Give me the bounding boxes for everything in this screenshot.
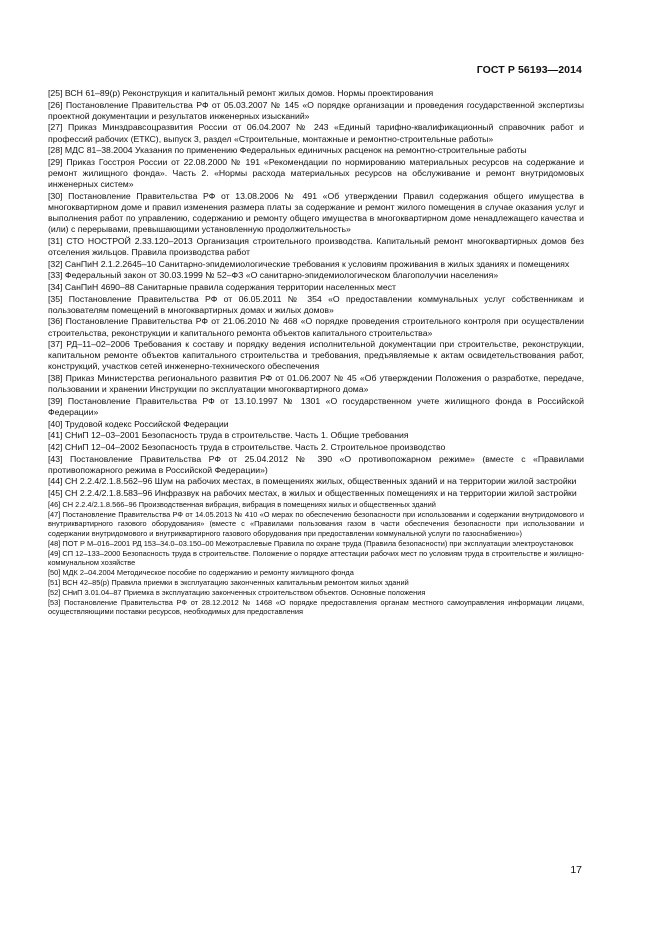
reference-item-45: [45] СН 2.2.4/2.1.8.583–96 Инфразвук на рабочих местах, в жилых и общественных помещениях и на территории жилой застройки (48, 488, 577, 499)
reference-item-42: [42] СНиП 12–04–2002 Безопасность труда в строительстве. Часть 2. Строительное производство (48, 442, 446, 452)
reference-item-35: [35] Постановление Правительства РФ от 06.05.2011 № 354 «О предоставлении коммунальных услуг собственникам и пользователям помещений в многоквартирных домах и жилых домов» (48, 293, 584, 315)
reference-item-40: [40] Трудовой кодекс Российской Федерации (48, 418, 229, 429)
reference-item-31: [31] СТО НОСТРОЙ 2.33.120–2013 Организация строительного производства. Капитальный ремонт многоквартирных домов без отселения жильцов. Правила производства работ (48, 235, 584, 257)
reference-item-32: [32] СанПиН 2.1.2.2645–10 Санитарно-эпидемиологические требования к условиям проживания в жилых зданиях и помещениях (48, 258, 570, 269)
reference-item-36: [36] Постановление Правительства РФ от 21.06.2010 № 468 «О порядке проведения строительного контроля при осуществлении строительства, реконструкции и капитального ремонта объектов капитального строительства» (48, 316, 584, 338)
reference-item-47: [47] Постановление Правительства РФ от 14.05.2013 № 410 «О мерах по обеспечению безопасности при использовании и содержании внутридомового и внутриквартирного газового оборудования» (вместе с «Правилами пользования газом в части обеспечения безопасности при использовании и содержании внутридомового и внутриквартирного газового оборудования при предоставлении коммунальной услуги по газоснабжению») (48, 509, 584, 538)
reference-item-43: [43] Постановление Правительства РФ от 25.04.2012 № 390 «О противопожарном режиме» (вместе с «Правилами противопожарного режима в Российской Федерации») (48, 453, 584, 475)
reference-item-44: [44] СН 2.2.4/2.1.8.562–96 Шум на рабочих местах, в помещениях жилых, общественных зданий и на территории жилой застройки (48, 476, 577, 487)
reference-item-46: [46] СН 2.2.4/2.1.8.566–96 Производственная вибрация, вибрация в помещениях жилых и общественных зданий (48, 499, 436, 509)
reference-item-26: [26] Постановление Правительства РФ от 05.03.2007 № 145 «О порядке организации и проведения государственной экспертизы проектной документации и результатов инженерных изысканий» (48, 99, 584, 121)
reference-item-30: [30] Постановление Правительства РФ от 13.08.2006 № 491 «Об утверждении Правил содержания общего имущества в многоквартирном доме и правил изменения размера платы за содержание и ремонт жилого помещения в случае оказания услуг и выполнения работ по управлению, содержанию и ремонту общего имущества в многоквартирном доме ненадлежащего качества и (или) с перерывами, превышающими установленную продолжительность» (48, 190, 584, 235)
reference-item-39: [39] Постановление Правительства РФ от 13.10.1997 № 1301 «О государственном учете жилищного фонда в Российской Федерации» (48, 395, 584, 417)
reference-item-41: [41] СНиП 12–03–2001 Безопасность труда в строительстве. Часть 1. Общие требования (48, 430, 409, 441)
reference-item-29: [29] Приказ Госстроя России от 22.08.2000 № 191 «Рекомендации по нормированию материальных ресурсов на содержание и ремонт жилищного фонда». Часть 2. «Нормы расхода материальных ресурсов на обслуживание и ремонт внутридомовых инженерных систем» (48, 156, 584, 190)
reference-item-53: [53] Постановление Правительства РФ от 28.12.2012 № 1468 «О порядке предоставления органам местного самоуправления информации лицами, осуществляющими поставки ресурсов, необходимых для предоставления (48, 597, 584, 617)
reference-item-27: [27] Приказ Минздравсоцразвития России от 06.04.2007 № 243 «Единый тарифно-квалификационный справочник работ и профессий рабочих (ЕТКС), выпуск 3, раздел «Строительные, монтажные и ремонтно-строительные работы» (48, 122, 584, 144)
reference-item-51: [51] ВСН 42–85(р) Правила приемки в эксплуатацию законченных капитальным ремонтом жилых зданий (48, 578, 409, 588)
reference-item-49: [49] СП 12–133–2000 Безопасность труда в строительстве. Положение о порядке аттестации рабочих мест по условиям труда в строительстве и жилищно-коммунальном хозяйстве (48, 548, 584, 568)
reference-item-33: [33] Федеральный закон от 30.03.1999 № 52–ФЗ «О санитарно-эпидемиологическом благополучии населения» (48, 270, 499, 281)
reference-item-37: [37] РД–11–02–2006 Требования к составу и порядку ведения исполнительной документации при строительстве, реконструкции, капитальном ремонте объектов капитального строительства и требования, предъявляемые к актам освидетельствования работ, конструкций, участков сетей инженерно-технического обеспечения (48, 339, 584, 372)
reference-item-25: [25] ВСН 61–89(р) Реконструкция и капитальный ремонт жилых домов. Нормы проектирования (48, 88, 434, 98)
reference-item-50: [50] МДК 2–04.2004 Методическое пособие по содержанию и ремонту жилищного фонда (48, 568, 354, 578)
document-standard-header: ГОСТ Р 56193—2014 (476, 64, 582, 76)
reference-item-34: [34] СанПиН 4690–88 Санитарные правила содержания территории населенных мест (48, 281, 397, 292)
reference-item-28: [28] МДС 81–38.2004 Указания по применению Федеральных единичных расценок на ремонтно-строительные работы (48, 145, 527, 156)
reference-item-38: [38] Приказ Министерства регионального развития РФ от 01.06.2007 № 45 «Об утверждении Положения о разработке, передаче, пользовании и хранении Инструкции по эксплуатации многоквартирного дома» (48, 373, 584, 395)
bibliography-list (48, 88, 584, 617)
page-number: 17 (570, 864, 582, 876)
reference-item-52: [52] СНиП 3.01.04–87 Приемка в эксплуатацию законченных строительством объектов. Основные положения (48, 587, 426, 597)
reference-item-48: [48] ПОТ Р М–016–2001 РД 153–34.0–03.150–00 Межотраслевые Правила по охране труда (Правила безопасности) при эксплуатации электроустановок (48, 538, 574, 548)
